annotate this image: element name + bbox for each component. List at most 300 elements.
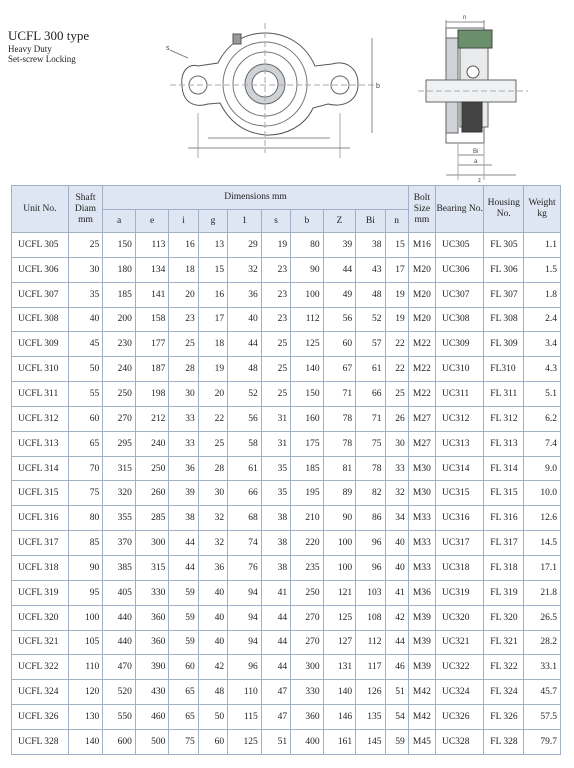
table-cell: 25 [68, 233, 103, 258]
table-row [12, 555, 561, 580]
table-cell: 66 [228, 481, 262, 506]
table-cell: FL 311 [484, 382, 524, 407]
table-cell: 150 [103, 233, 136, 258]
table-cell: 47 [261, 680, 290, 705]
table-cell: M20 [408, 307, 435, 332]
side-label-a: a [474, 159, 478, 165]
table-cell: 81 [323, 456, 356, 481]
table-cell: UC313 [436, 431, 484, 456]
table-cell: 80 [291, 233, 324, 258]
table-cell: 161 [323, 729, 356, 754]
table-cell: 5.1 [524, 382, 561, 407]
header-dim-8: Bi [356, 210, 385, 233]
table-cell: 3.4 [524, 332, 561, 357]
table-cell: UC308 [436, 307, 484, 332]
table-cell: 40 [228, 307, 262, 332]
table-cell: 110 [68, 655, 103, 680]
table-cell: M22 [408, 357, 435, 382]
table-cell: 23 [169, 307, 198, 332]
table-cell: FL 324 [484, 680, 524, 705]
table-cell: 39 [169, 481, 198, 506]
table-cell: 33 [169, 406, 198, 431]
table-cell: 185 [103, 282, 136, 307]
table-cell: 35 [261, 456, 290, 481]
header-unit-no: Unit No. [12, 186, 69, 233]
table-cell: 80 [68, 506, 103, 531]
table-cell: 1.5 [524, 257, 561, 282]
table-cell: 59 [169, 630, 198, 655]
table-cell: 59 [385, 729, 408, 754]
table-cell: 460 [135, 705, 169, 730]
table-cell: 17 [385, 257, 408, 282]
drawing-label-s: s [166, 45, 170, 52]
table-cell: 96 [228, 655, 262, 680]
table-cell: 175 [291, 431, 324, 456]
table-cell: 295 [103, 431, 136, 456]
table-cell: FL 305 [484, 233, 524, 258]
subtitle-locking: Set-screw Locking [8, 54, 76, 64]
table-cell: 75 [356, 431, 385, 456]
header-dim-9: n [385, 210, 408, 233]
table-cell: 65 [169, 680, 198, 705]
table-cell: 26.5 [524, 605, 561, 630]
table-cell: 54 [385, 705, 408, 730]
table-cell: M39 [408, 655, 435, 680]
table-cell: UCFL 317 [12, 531, 69, 556]
table-cell: UC307 [436, 282, 484, 307]
table-cell: 45 [68, 332, 103, 357]
table-cell: 115 [228, 705, 262, 730]
table-cell: 18 [198, 332, 227, 357]
table-cell: 44 [169, 555, 198, 580]
table-cell: 49 [323, 282, 356, 307]
table-cell: 65 [68, 431, 103, 456]
table-cell: 56 [323, 307, 356, 332]
table-cell: UCFL 324 [12, 680, 69, 705]
table-cell: FL 320 [484, 605, 524, 630]
table-row [12, 630, 561, 655]
table-cell: 330 [291, 680, 324, 705]
table-cell: 390 [135, 655, 169, 680]
table-cell: 15 [385, 233, 408, 258]
table-cell: 6.2 [524, 406, 561, 431]
table-cell: 36 [198, 555, 227, 580]
page-title: UCFL 300 type [8, 28, 90, 43]
table-cell: 38 [356, 233, 385, 258]
table-cell: FL 309 [484, 332, 524, 357]
table-cell: UCFL 312 [12, 406, 69, 431]
table-cell: 100 [323, 531, 356, 556]
table-cell: M16 [408, 233, 435, 258]
table-cell: 23 [261, 307, 290, 332]
table-cell: UCFL 305 [12, 233, 69, 258]
table-cell: 35 [68, 282, 103, 307]
table-cell: 105 [68, 630, 103, 655]
table-cell: 76 [228, 555, 262, 580]
table-cell: 50 [68, 357, 103, 382]
table-cell: UC309 [436, 332, 484, 357]
table-cell: 430 [135, 680, 169, 705]
table-cell: 40 [198, 605, 227, 630]
table-cell: UCFL 318 [12, 555, 69, 580]
header-dim-1: e [135, 210, 169, 233]
table-cell: 113 [135, 233, 169, 258]
table-cell: 60 [169, 655, 198, 680]
table-cell: 48 [198, 680, 227, 705]
table-cell: 110 [228, 680, 262, 705]
table-cell: 19 [198, 357, 227, 382]
table-cell: 121 [323, 580, 356, 605]
table-cell: 140 [323, 680, 356, 705]
table-row [12, 655, 561, 680]
table-row [12, 282, 561, 307]
table-cell: 195 [291, 481, 324, 506]
table-cell: 127 [323, 630, 356, 655]
table-cell: 370 [103, 531, 136, 556]
table-cell: 74 [228, 531, 262, 556]
header-dim-5: s [261, 210, 290, 233]
table-cell: 134 [135, 257, 169, 282]
table-cell: 61 [228, 456, 262, 481]
table-cell: 18 [169, 257, 198, 282]
table-cell: 40 [385, 555, 408, 580]
table-cell: UC324 [436, 680, 484, 705]
table-cell: UCFL 322 [12, 655, 69, 680]
table-cell: 187 [135, 357, 169, 382]
table-cell: 13 [198, 233, 227, 258]
table-cell: M22 [408, 382, 435, 407]
table-cell: 19 [385, 307, 408, 332]
table-cell: M39 [408, 605, 435, 630]
table-cell: 25 [261, 357, 290, 382]
table-cell: 52 [356, 307, 385, 332]
table-cell: M22 [408, 332, 435, 357]
table-cell: 44 [323, 257, 356, 282]
header-dim-6: b [291, 210, 324, 233]
table-cell: 78 [356, 456, 385, 481]
table-cell: 200 [103, 307, 136, 332]
table-cell: UC305 [436, 233, 484, 258]
table-cell: 141 [135, 282, 169, 307]
table-cell: 75 [68, 481, 103, 506]
table-cell: 79.7 [524, 729, 561, 754]
table-cell: 71 [356, 406, 385, 431]
table-cell: 33 [169, 431, 198, 456]
table-cell: UCFL 314 [12, 456, 69, 481]
table-cell: 185 [291, 456, 324, 481]
table-cell: UCFL 308 [12, 307, 69, 332]
table-cell: M36 [408, 580, 435, 605]
table-cell: 140 [291, 357, 324, 382]
table-cell: 40 [68, 307, 103, 332]
table-cell: 57 [356, 332, 385, 357]
table-row [12, 580, 561, 605]
table-cell: M33 [408, 555, 435, 580]
table-cell: 68 [228, 506, 262, 531]
table-cell: 470 [103, 655, 136, 680]
table-row [12, 605, 561, 630]
table-cell: 33 [385, 456, 408, 481]
table-cell: 36 [228, 282, 262, 307]
table-cell: FL 307 [484, 282, 524, 307]
table-cell: 440 [103, 605, 136, 630]
table-cell: 90 [68, 555, 103, 580]
table-cell: M30 [408, 456, 435, 481]
table-cell: 42 [198, 655, 227, 680]
table-cell: 140 [68, 729, 103, 754]
table-cell: 56 [228, 406, 262, 431]
table-cell: 95 [68, 580, 103, 605]
table-row [12, 257, 561, 282]
table-cell: 125 [291, 332, 324, 357]
table-cell: 86 [356, 506, 385, 531]
table-cell: 26 [385, 406, 408, 431]
table-cell: 270 [103, 406, 136, 431]
table-cell: 15 [198, 257, 227, 282]
table-cell: 55 [68, 382, 103, 407]
table-cell: 52 [228, 382, 262, 407]
table-cell: 16 [169, 233, 198, 258]
table-cell: 212 [135, 406, 169, 431]
header-dimensions: Dimensions mm [103, 186, 408, 210]
table-cell: 60 [323, 332, 356, 357]
table-cell: 103 [356, 580, 385, 605]
table-cell: 30 [385, 431, 408, 456]
table-cell: 46 [385, 655, 408, 680]
table-cell: UC310 [436, 357, 484, 382]
table-cell: 131 [323, 655, 356, 680]
table-cell: M20 [408, 282, 435, 307]
table-cell: 9.0 [524, 456, 561, 481]
table-cell: 78 [323, 431, 356, 456]
table-cell: UCFL 306 [12, 257, 69, 282]
table-cell: UCFL 321 [12, 630, 69, 655]
table-cell: 40 [198, 580, 227, 605]
table-cell: 78 [323, 406, 356, 431]
table-cell: FL 316 [484, 506, 524, 531]
table-cell: UC319 [436, 580, 484, 605]
table-cell: 96 [356, 555, 385, 580]
side-label-bi: Bi [473, 149, 479, 155]
table-cell: 44 [261, 655, 290, 680]
table-cell: UC306 [436, 257, 484, 282]
table-cell: 198 [135, 382, 169, 407]
table-cell: 67 [323, 357, 356, 382]
table-cell: 100 [323, 555, 356, 580]
table-row [12, 233, 561, 258]
table-cell: 100 [68, 605, 103, 630]
table-row [12, 680, 561, 705]
table-cell: UC315 [436, 481, 484, 506]
table-cell: 36 [169, 456, 198, 481]
table-cell: 48 [228, 357, 262, 382]
table-cell: FL 306 [484, 257, 524, 282]
table-row [12, 431, 561, 456]
table-cell: 51 [385, 680, 408, 705]
table-cell: 59 [169, 580, 198, 605]
table-cell: 125 [323, 605, 356, 630]
table-row [12, 406, 561, 431]
table-cell: 44 [261, 630, 290, 655]
table-cell: 235 [291, 555, 324, 580]
table-cell: 270 [291, 630, 324, 655]
table-cell: 25 [261, 332, 290, 357]
header-shaft-diam: Shaft Diam mm [68, 186, 103, 233]
table-cell: 32 [385, 481, 408, 506]
table-cell: 57.5 [524, 705, 561, 730]
table-cell: FL 314 [484, 456, 524, 481]
table-cell: 7.4 [524, 431, 561, 456]
table-cell: 25 [261, 382, 290, 407]
table-cell: 385 [103, 555, 136, 580]
table-cell: 94 [228, 605, 262, 630]
table-cell: 28.2 [524, 630, 561, 655]
table-cell: 31 [261, 406, 290, 431]
table-cell: 41 [261, 580, 290, 605]
table-cell: 19 [261, 233, 290, 258]
table-cell: 32 [198, 531, 227, 556]
table-cell: 66 [356, 382, 385, 407]
table-cell: FL 328 [484, 729, 524, 754]
table-cell: 32 [198, 506, 227, 531]
header-weight: Weight kg [524, 186, 561, 233]
table-cell: FL 322 [484, 655, 524, 680]
table-cell: 20 [198, 382, 227, 407]
table-cell: 40 [385, 531, 408, 556]
table-cell: 58 [228, 431, 262, 456]
table-row [12, 506, 561, 531]
table-cell: 82 [356, 481, 385, 506]
header-bearing-no: Bearing No. [436, 186, 484, 233]
table-cell: UCFL 315 [12, 481, 69, 506]
table-cell: 30 [169, 382, 198, 407]
table-cell: 355 [103, 506, 136, 531]
table-cell: 150 [291, 382, 324, 407]
table-cell: M45 [408, 729, 435, 754]
table-cell: 177 [135, 332, 169, 357]
table-cell: 33.1 [524, 655, 561, 680]
table-cell: UCFL 307 [12, 282, 69, 307]
table-cell: 20 [169, 282, 198, 307]
table-cell: 23 [261, 257, 290, 282]
table-cell: 19 [385, 282, 408, 307]
table-cell: 61 [356, 357, 385, 382]
table-cell: UC311 [436, 382, 484, 407]
table-cell: 135 [356, 705, 385, 730]
table-cell: 270 [291, 605, 324, 630]
table-cell: 285 [135, 506, 169, 531]
table-cell: 29 [228, 233, 262, 258]
table-cell: M33 [408, 506, 435, 531]
table-cell: 75 [169, 729, 198, 754]
subtitle-heavy-duty: Heavy Duty [8, 44, 52, 54]
table-cell: M33 [408, 531, 435, 556]
table-cell: UCFL 328 [12, 729, 69, 754]
table-row [12, 531, 561, 556]
table-cell: UCFL 311 [12, 382, 69, 407]
side-view-drawing [418, 10, 558, 185]
table-cell: 25 [385, 382, 408, 407]
table-cell: 320 [103, 481, 136, 506]
table-cell: 17 [198, 307, 227, 332]
table-cell: 48 [356, 282, 385, 307]
table-cell: UC321 [436, 630, 484, 655]
spec-table [11, 185, 561, 755]
table-cell: 38 [169, 506, 198, 531]
table-row [12, 357, 561, 382]
table-cell: 44 [385, 630, 408, 655]
table-cell: M42 [408, 680, 435, 705]
table-cell: UCFL 313 [12, 431, 69, 456]
table-cell: 1.1 [524, 233, 561, 258]
table-cell: 60 [68, 406, 103, 431]
table-cell: FL 319 [484, 580, 524, 605]
table-cell: UC320 [436, 605, 484, 630]
table-cell: UC326 [436, 705, 484, 730]
table-cell: 120 [68, 680, 103, 705]
table-cell: 85 [68, 531, 103, 556]
table-row [12, 332, 561, 357]
table-cell: 360 [291, 705, 324, 730]
table-cell: 71 [323, 382, 356, 407]
table-cell: 90 [323, 506, 356, 531]
table-cell: 117 [356, 655, 385, 680]
table-cell: 21.8 [524, 580, 561, 605]
table-cell: M20 [408, 257, 435, 282]
table-cell: FL310 [484, 357, 524, 382]
table-cell: 405 [103, 580, 136, 605]
table-cell: 600 [103, 729, 136, 754]
table-cell: 146 [323, 705, 356, 730]
table-cell: 1.8 [524, 282, 561, 307]
table-cell: 60 [198, 729, 227, 754]
table-cell: 22 [385, 357, 408, 382]
table-cell: 28 [198, 456, 227, 481]
table-cell: 40 [198, 630, 227, 655]
table-cell: 108 [356, 605, 385, 630]
table-cell: FL 326 [484, 705, 524, 730]
table-cell: 300 [291, 655, 324, 680]
table-cell: 10.0 [524, 481, 561, 506]
table-cell: 400 [291, 729, 324, 754]
table-cell: 250 [291, 580, 324, 605]
table-cell: FL 312 [484, 406, 524, 431]
table-cell: 42 [385, 605, 408, 630]
table-row [12, 481, 561, 506]
header-dim-7: Z [323, 210, 356, 233]
table-cell: 112 [356, 630, 385, 655]
table-cell: 17.1 [524, 555, 561, 580]
drawing-label-b: b [376, 83, 380, 90]
table-cell: M27 [408, 406, 435, 431]
table-cell: UC317 [436, 531, 484, 556]
header-dim-4: 1 [228, 210, 262, 233]
table-cell: 22 [198, 406, 227, 431]
table-cell: 330 [135, 580, 169, 605]
table-cell: FL 318 [484, 555, 524, 580]
side-label-z: z [478, 178, 481, 184]
front-view-drawing [150, 8, 400, 168]
table-cell: 23 [261, 282, 290, 307]
table-cell: 70 [68, 456, 103, 481]
table-cell: 14.5 [524, 531, 561, 556]
table-cell: 126 [356, 680, 385, 705]
table-cell: 260 [135, 481, 169, 506]
table-cell: 30 [198, 481, 227, 506]
table-cell: UC322 [436, 655, 484, 680]
table-cell: 65 [169, 705, 198, 730]
table-cell: 4.3 [524, 357, 561, 382]
